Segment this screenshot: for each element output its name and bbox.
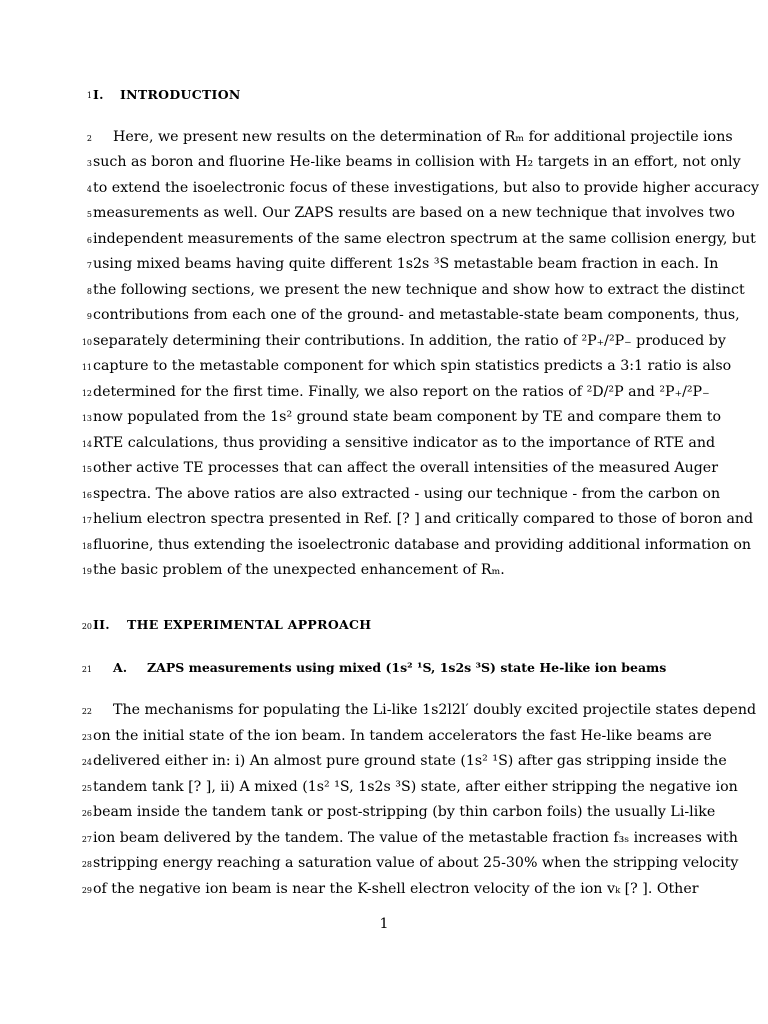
line-number: 26 — [81, 809, 92, 818]
line-number: 18 — [81, 542, 92, 551]
subsection-number: A. — [113, 660, 128, 675]
line-number: 29 — [81, 886, 92, 895]
section-number: II. — [93, 617, 110, 632]
paragraph-line: contributions from each one of the ground- and metastable-state beam components, thus, — [93, 307, 740, 323]
paragraph-line: using mixed beams having quite different 1s2s ³S metastable beam fraction in each. In — [93, 256, 719, 272]
paragraph-line: The mechanisms for populating the Li-like 1s2l2l′ doubly excited projectile states depend — [113, 702, 757, 718]
paragraph-line: helium electron spectra presented in Ref. [? ] and critically compared to those of boron and — [93, 511, 754, 527]
paragraph-line: such as boron and fluorine He-like beams in collision with H₂ targets in an effort, not only — [93, 154, 741, 170]
line-number: 11 — [81, 363, 92, 372]
paragraph-line: fluorine, thus extending the isoelectronic database and providing additional information on — [93, 537, 752, 553]
line-number: 19 — [81, 567, 92, 576]
paragraph-line: delivered either in: i) An almost pure ground state (1s² ¹S) after gas stripping inside the — [93, 753, 727, 769]
line-number: 22 — [81, 707, 92, 716]
paragraph-line: determined for the first time. Finally, we also report on the ratios of ²D/²P and ²P₊/²P₋ — [93, 384, 710, 400]
page-number: 1 — [379, 916, 389, 932]
paragraph-line: tandem tank [? ], ii) A mixed (1s² ¹S, 1s2s ³S) state, after either stripping the negative ion — [93, 779, 738, 795]
line-number: 12 — [81, 389, 92, 398]
paragraph-line: independent measurements of the same electron spectrum at the same collision energy, but — [93, 231, 756, 247]
line-number: 4 — [86, 185, 92, 194]
line-number: 17 — [81, 516, 92, 525]
section-heading — [93, 616, 695, 634]
paragraph-line: the basic problem of the unexpected enhancement of Rₘ. — [93, 562, 505, 578]
paragraph-line: now populated from the 1s² ground state beam component by TE and compare them to — [93, 409, 722, 425]
paragraph-line: RTE calculations, thus providing a sensitive indicator as to the importance of RTE and — [93, 435, 716, 451]
line-number: 1 — [86, 91, 92, 100]
section-title: INTRODUCTION — [120, 87, 241, 102]
paragraph-line: capture to the metastable component for which spin statistics predicts a 3:1 ratio is also — [93, 358, 732, 374]
line-number: 6 — [86, 236, 92, 245]
section-heading — [93, 86, 695, 104]
line-number: 9 — [86, 312, 92, 321]
line-number: 16 — [81, 491, 92, 500]
paragraph-line: ion beam delivered by the tandem. The value of the metastable fraction f₃ₛ increases with — [93, 830, 738, 846]
line-number: 23 — [81, 733, 92, 742]
line-number: 8 — [86, 287, 92, 296]
line-number: 20 — [81, 622, 92, 631]
line-number: 10 — [81, 338, 92, 347]
paragraph-line: stripping energy reaching a saturation value of about 25-30% when the stripping velocity — [93, 855, 739, 871]
line-number: 7 — [86, 261, 92, 270]
section-number: I. — [93, 87, 104, 102]
line-number: 24 — [81, 758, 92, 767]
paragraph-line: the following sections, we present the new technique and show how to extract the distinct — [93, 282, 745, 298]
paragraph-line: beam inside the tandem tank or post-stripping (by thin carbon foils) the usually Li-like — [93, 804, 716, 820]
paragraph-line: Here, we present new results on the determination of Rₘ for additional projectile ions — [113, 129, 733, 145]
subsection-heading — [113, 659, 715, 677]
line-number: 13 — [81, 414, 92, 423]
line-number: 27 — [81, 835, 92, 844]
paragraph-line: to extend the isoelectronic focus of these investigations, but also to provide higher accuracy — [93, 180, 759, 196]
paragraph-line: measurements as well. Our ZAPS results are based on a new technique that involves two — [93, 205, 735, 221]
line-number: 25 — [81, 784, 92, 793]
paragraph-line: other active TE processes that can affect the overall intensities of the measured Auger — [93, 460, 718, 476]
line-number: 15 — [81, 465, 92, 474]
line-number: 5 — [86, 210, 92, 219]
paragraph-line: on the initial state of the ion beam. In tandem accelerators the fast He-like beams are — [93, 728, 712, 744]
paragraph-line: spectra. The above ratios are also extracted - using our technique - from the carbon on — [93, 486, 721, 502]
line-number: 21 — [81, 665, 92, 674]
line-number: 2 — [86, 134, 92, 143]
subsection-title: ZAPS measurements using mixed (1s² ¹S, 1s2s ³S) state He-like ion beams — [147, 660, 667, 675]
line-number: 28 — [81, 860, 92, 869]
line-number: 14 — [81, 440, 92, 449]
section-title: THE EXPERIMENTAL APPROACH — [127, 617, 372, 632]
paragraph-line: separately determining their contributions. In addition, the ratio of ²P₊/²P₋ produced by — [93, 333, 726, 349]
paragraph-line: of the negative ion beam is near the K-shell electron velocity of the ion vₖ [? ]. Other — [93, 881, 699, 897]
line-number: 3 — [86, 159, 92, 168]
